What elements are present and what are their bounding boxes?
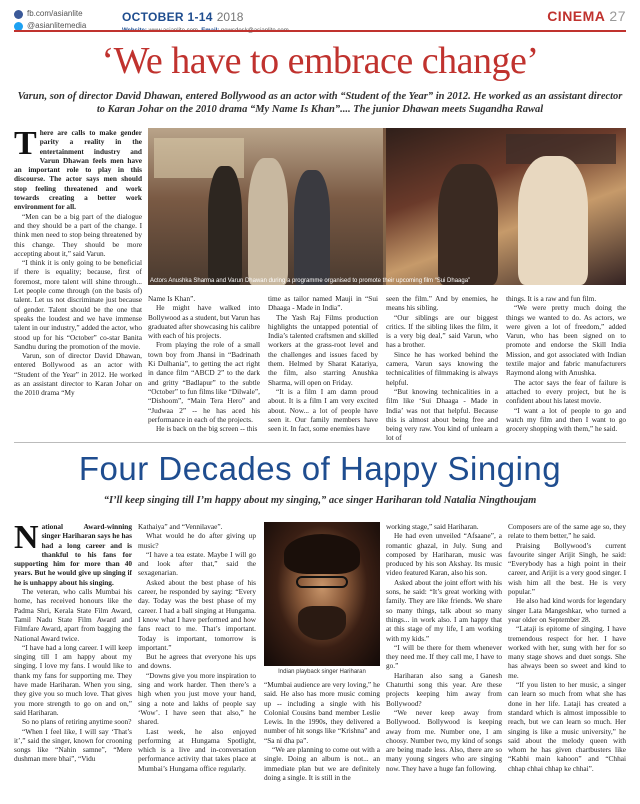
paragraph: Composers are of the same age so, they relate to them better,” he said.: [508, 522, 626, 541]
photo-figure: [208, 166, 242, 285]
paragraph: “We are planning to come out with a single. Doing an album is not... an immediate plan but we are definitely doing a single. It is still in the: [264, 745, 380, 782]
article-divider: [14, 442, 626, 443]
article2-photo-caption: Indian playback singer Hariharan: [278, 669, 366, 675]
photo-beard: [298, 606, 346, 640]
article1-column-3: [268, 294, 378, 433]
section-label: [547, 8, 626, 24]
paragraph: working stage,” said Hariharan.: [386, 522, 479, 531]
photo-figure: [248, 158, 288, 285]
header-rule: [14, 30, 626, 32]
article1-lead-paragraph: [14, 125, 142, 212]
article2-deck: “I’ll keep singing till I’m happy about my singing,” ace singer Hariharan told Natalia Ningthoujam: [103, 495, 537, 506]
article2-column-3: [264, 680, 380, 782]
paragraph: What would he do after giving up music?: [138, 531, 256, 550]
article1-column-1: [14, 125, 142, 398]
paragraph: time as tailor named Mauji in “Sui Dhaaga - Made in India”.: [268, 294, 378, 313]
paragraph: “I think it is only going to be beneficial if there is equality; because, first of foremost, more talent will shine through... Let people come through (on the basis of) talent. Let us not discriminate just because of gender. Talent should be the one that speaks the loudest and we have immense talent in our industry,” added the actor, who stood up for his “October” co-star Banita Sandhu during the promotion of the movie.: [14, 258, 142, 351]
facebook-link[interactable]: [14, 8, 86, 20]
paragraph: So no plans of retiring anytime soon?: [22, 717, 132, 727]
article1-column-4: [386, 294, 498, 443]
paragraph: From playing the role of a small town boy from Jhansi in “Badrinath Ki Dulhania”, to getting the act right in dance film “ABCD 2” to the dark and gritty “Badlapur” to the subtle “October” to fun films like “Dilwale”, “Dishoom”, “Main Tera Hero” and “Judwaa 2” -- he has aced his performance in each of the projects.: [148, 340, 260, 424]
paragraph: things. It is a raw and fun film.: [506, 294, 597, 303]
article2-dropcap: N: [14, 519, 39, 556]
paragraph: “I want a lot of people to go and watch my film and then I want to go grocery shopping with them,” he said.: [506, 405, 626, 434]
twitter-handle: @asianlitemedia: [27, 21, 87, 30]
article2-column-5: [508, 522, 626, 773]
paragraph: He had even unveiled “Afsaane”, a romantic ghazal, in July. Sung and composed by Hariharan, music was produced by his son Akshay. Its music video featured Karan, also his son.: [386, 531, 502, 578]
paragraph: “Lataji is epitome of singing. I have tremendous respect for her. I have worked with her, sung with her for so many stage shows and duet songs. She has always been so sweet and kind to me.: [508, 624, 626, 680]
facebook-handle: fb.com/asianlite: [27, 9, 83, 18]
photo-hair: [284, 534, 360, 574]
issue-date: OCTOBER 1-14: [122, 10, 213, 24]
article1-photo-caption: Actors Anushka Sharma and Varun Dhawan during a programme organised to promote their upcoming film “Sui Dhaaga”: [150, 278, 471, 284]
paragraph: “Downs give you more inspiration to sing and work harder. Then there’s a high when you just move your hand, sing a note and lakhs of people say ‘Wow’. I have seen that also,” he shared.: [138, 670, 256, 727]
paragraph: “I will be there for them whenever they need me. If they call me, I have to go.”: [386, 642, 502, 671]
article1-column-5: [506, 294, 626, 433]
article2-column-1: [14, 519, 132, 764]
section-name: CINEMA: [547, 8, 606, 24]
paragraph: “We were pretty much doing the things we wanted to do. As actors, we were given a lot of freedom,” added Varun, who has been signed on to promote and endorse the Skill India Mission, and got associated with Indian textile major and fabric manufacturers Raymond along with Anushka.: [506, 303, 626, 378]
photo-glasses: [296, 576, 348, 588]
page-number: 27: [609, 8, 626, 24]
article2-photo: [264, 522, 380, 666]
paragraph: The actor says the fear of failure is attached to every project, but he is confident about his latest movie.: [506, 377, 626, 406]
paragraph: Asked about the joint effort with his sons, he said: “It’s great working with family. They are like friends. We share so many things, talk about so many things... in work also. I am happy that at this stage of my life, I am working with my kids.”: [386, 577, 502, 643]
article2-lead-text: ational Award-winning singer Hariharan says he has had a long career and is thankful to his fans for supporting him for more than 40 years. But he would give up singing if he is unhappy about his singing.: [14, 522, 132, 587]
facebook-icon: [14, 10, 23, 19]
paragraph: Kathaiya” and “Vennilavae”.: [138, 522, 223, 531]
paragraph: Varun, son of director David Dhawan, entered Bollywood as an actor with “Student of the Year” in 2012. He worked as an assistant director to Karan Johar on the 2010 drama “My: [14, 351, 142, 398]
article1-deck: Varun, son of director David Dhawan, entered Bollywood as an actor with “Student of the Year” in 2012. He worked as an assistant director to Karan Johar on the 2010 drama “My Name Is Khan”.... The junior Dhawan meets Sugandha Rawal: [17, 91, 623, 115]
article2-lead-paragraph: [14, 519, 132, 587]
photo-figure: [518, 156, 588, 285]
paragraph: Praising Bollywood’s current favourite singer Arijit Singh, he said: “Everybody has a high point in their career, and Arijit is a very good singer. I wish him all the best. He is very popular.”: [508, 540, 626, 597]
social-links: [14, 8, 86, 32]
article2-column-2: [138, 522, 256, 773]
paragraph: But he agrees that everyone his ups and downs.: [138, 652, 256, 671]
paragraph: Name Is Khan”.: [148, 294, 196, 303]
article1-headline: ‘We have to embrace change’: [101, 40, 539, 82]
paragraph: seen the film.” And by enemies, he means his sibling.: [386, 294, 498, 313]
article2-column-4: [386, 522, 502, 773]
paragraph: “I have had a long career. I will keep singing till I am happy about my singing. I love my fans. I would like to thank my fans for supporting me. They have made Hariharan. When you sing, they give you so much love. That gives you more strength to go on and on,” said Hariharan.: [14, 642, 132, 717]
article1-dropcap: T: [14, 125, 37, 162]
photo-figure: [438, 164, 498, 285]
article1-column-2: [148, 294, 260, 433]
paragraph: “We never keep away from Bollywood. Bollywood is keeping away from me. Number one, I am choosy. Number two, my kind of songs are being made less. Also, there are so many young singers who are singing now. They have a huge fan following.: [386, 707, 502, 773]
photo-figure: [294, 170, 330, 285]
paragraph: “Our siblings are our biggest critics. If the sibling likes the film, it is a very big deal,” said Varun, who has a brother.: [386, 312, 498, 350]
paragraph: “But knowing technicalities in a film like ‘Sui Dhaaga - Made in India’ was not that helpful. Because this is almost about being free and being very raw. You kind of unlearn a lot of: [386, 386, 498, 443]
paragraph: “I have a tea estate. Maybe I will go and look after that,” said the sexagenarian.: [138, 549, 256, 578]
article1-lead-text: here are calls to make gender parity a reality in the entertainment industry and Varun Dhawan feels men have an important role to play in this discourse. The actor says men should stop feeling threatened and work towards creating a better work environment for all.: [14, 128, 142, 212]
paragraph: “Men can be a big part of the dialogue and they should be a part of the change. I think men need to stop being threatened by this change. They should be more accepting about it,” said Varun.: [14, 211, 142, 258]
paragraph: The Yash Raj Films production highlights the untapped potential of India’s talented craftsmen and skilled workers at the grass-root level and the challenges and issues faced by them. Helmed by Sharat Katariya, the film, also starring Anushka Sharma, will open on Friday.: [268, 312, 378, 387]
paragraph: “If you listen to her music, a singer can learn so much from what she has done in her life. Lataji has created a standard which is almost impossible to reach, but we can learn so much. Her singing is like a music university,” he said about the melody queen with whom he has given chartbusters like “Kabhi main kahoon” and “Chhai chhap chhai chhap ke chhai”.: [508, 680, 626, 773]
article2-headline: Four Decades of Happy Singing: [78, 450, 562, 487]
paragraph: Asked about the best phase of his career, he responded by saying: “Every day. Today was the best phase of my career. I had a ball singing at Hungama. I know what I have performed and how fans react to me. That’s important. Today is important, tomorrow is important.”: [138, 577, 256, 652]
paragraph: The veteran, who calls Mumbai his home, has received honours like the Padma Shri, Kerala State Film Award, Tamil Nadu State Film Award and Filmfare Award, apart from bagging the National Award twice.: [14, 587, 132, 643]
paragraph: “Mumbai audience are very loving,” he said. He also has more music coming up -- including a single with his Colonial Cousins band member Leslie Lewis. In the 1990s, they delivered a number of hit songs like “Krishna” and “Sa ni dha pa”.: [264, 680, 380, 745]
paragraph: He is back on the big screen -- this: [156, 424, 258, 434]
paragraph: “It is a film I am damn proud about. It is a film I am very excited about. Now... a lot of people have seen it. Our family members have seen it. In fact, some enemies have: [268, 386, 378, 434]
paragraph: “When I feel like, I will say ‘That’s it’,” said the singer, known for crooning songs like “Nahin samne”, “Mere dushman mere bhai”, “Vidu: [14, 726, 132, 764]
paragraph: Hariharan also sang a Ganesh Chaturthi song this year. Are these projects keeping him away from Bollywood?: [386, 670, 502, 708]
paragraph: Since he has worked behind the camera, Varun says knowing the technicalities of filmmaking is always helpful.: [386, 349, 498, 387]
paragraph: He might have walked into Bollywood as a student, but Varun has graduated after showcasing his calibre with each of his projects.: [148, 303, 260, 341]
issue-year: 2018: [216, 10, 244, 24]
article1-photo: [148, 128, 626, 285]
paragraph: He also had kind words for legendary singer Lata Mangeshkar, who turned a year older on September 28.: [508, 596, 626, 624]
paragraph: Last week, he also enjoyed performing at Hungama Spotlight, which is a live and in-conversation performance activity that takes place at Mumbai’s Hungama office regularly.: [138, 726, 256, 773]
